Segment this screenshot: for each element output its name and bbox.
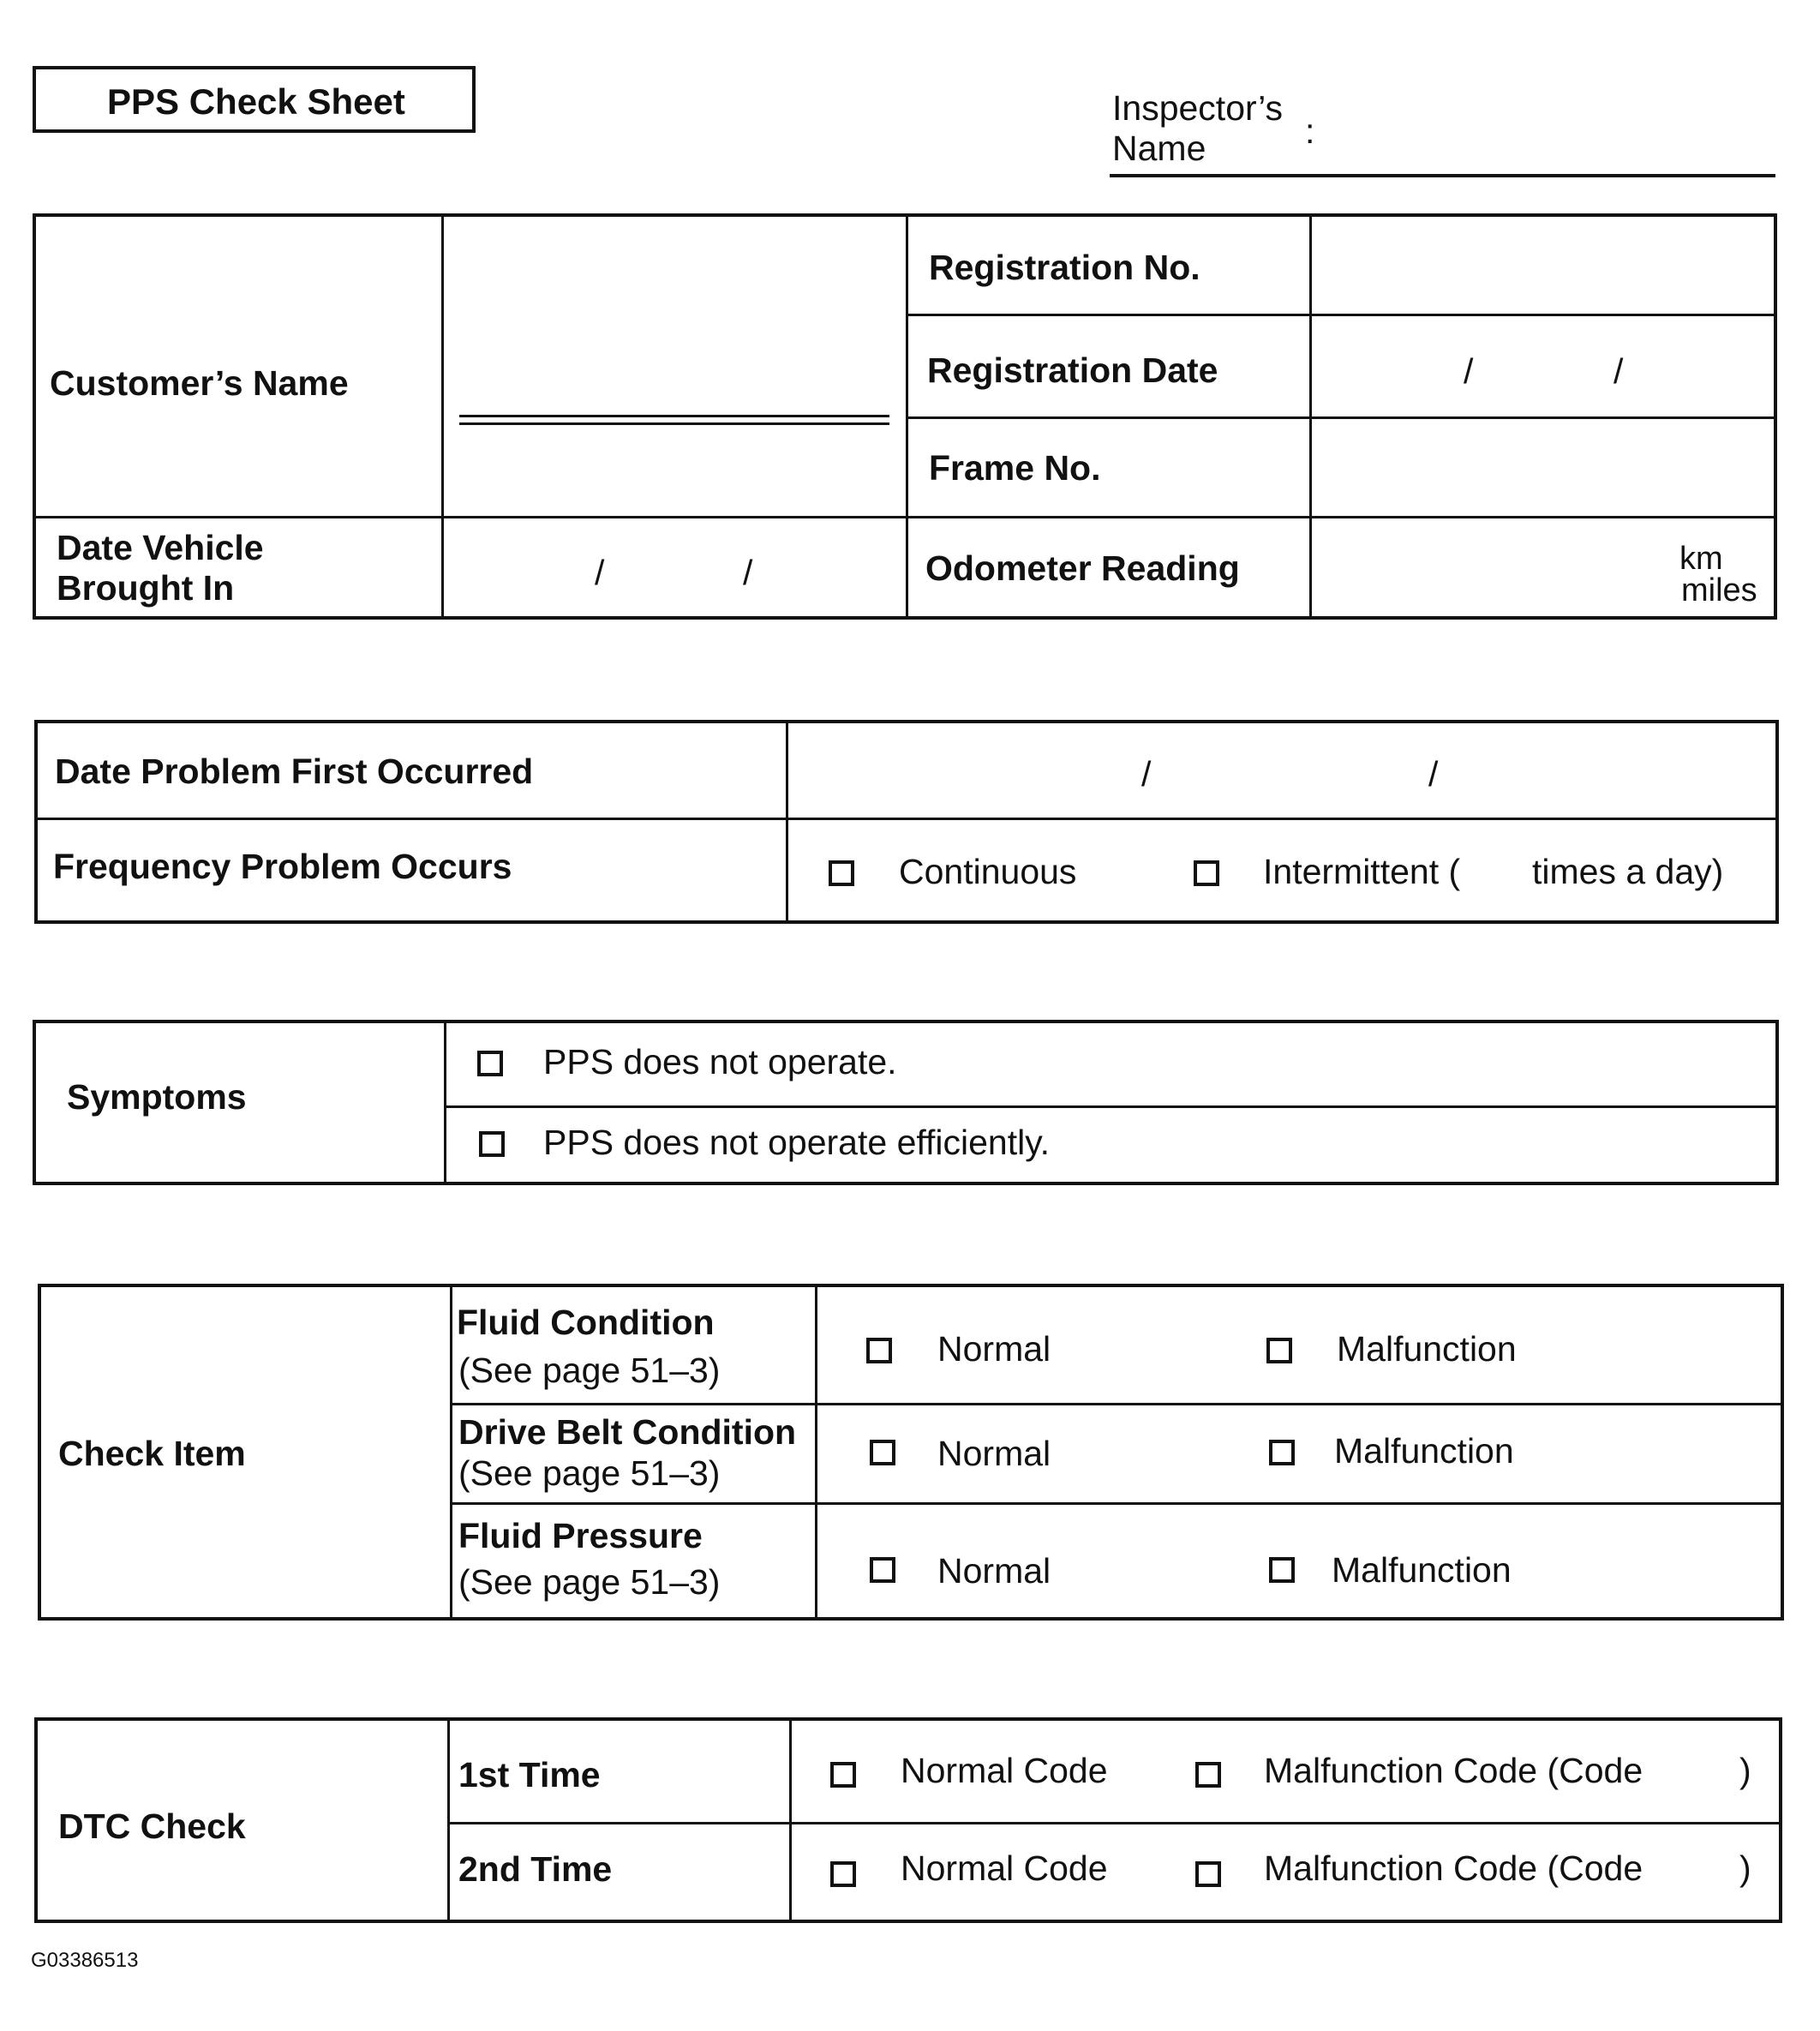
divider [906,314,1777,316]
normal-code-label: Normal Code [901,1751,1108,1790]
customer-name-field-underline [459,422,889,425]
normal-code-checkbox[interactable] [830,1861,856,1887]
dtc-check-table [34,1717,1782,1923]
frame-no-label: Frame No. [929,448,1101,488]
date-brought-label-line2: Brought In [57,568,235,608]
check-item-table [38,1284,1784,1621]
figure-id: G03386513 [31,1949,139,1972]
unit-miles: miles [1681,572,1757,608]
divider [789,1717,792,1923]
dtc-check-label: DTC Check [58,1806,246,1846]
inspector-label-line1: Inspector’s [1112,88,1284,128]
divider [33,516,1777,518]
divider [450,1284,452,1621]
divider [786,720,788,924]
dtc-time-label: 2nd Time [458,1849,613,1889]
malfunction-code-checkbox[interactable] [1195,1861,1221,1887]
malfunction-label: Malfunction [1337,1329,1517,1369]
times-a-day-label: times a day) [1532,852,1724,891]
date-separator: / [1428,754,1439,794]
inspector-label-line2: Name [1112,129,1206,168]
malfunction-checkbox[interactable] [1266,1338,1292,1363]
normal-code-checkbox[interactable] [830,1762,856,1788]
check-row-ref: (See page 51–3) [458,1351,721,1390]
malfunction-label: Malfunction [1334,1431,1514,1471]
divider [450,1403,1784,1405]
date-separator: / [1141,754,1152,794]
check-row-ref: (See page 51–3) [458,1453,721,1493]
check-row-name: Fluid Condition [457,1303,715,1342]
date-separator: / [1613,351,1624,391]
continuous-checkbox[interactable] [829,860,854,886]
divider [815,1284,817,1621]
problem-table [34,720,1779,924]
malfunction-label: Malfunction [1332,1550,1512,1590]
check-row-name: Drive Belt Condition [458,1412,797,1452]
dtc-time-label: 1st Time [458,1755,601,1794]
continuous-label: Continuous [899,852,1077,891]
page-title: PPS Check Sheet [107,81,405,122]
check-row-name: Fluid Pressure [458,1516,703,1555]
divider [447,1717,450,1923]
date-separator: / [743,553,753,592]
odometer-label: Odometer Reading [925,548,1240,588]
malfunction-checkbox[interactable] [1269,1440,1295,1465]
date-separator: / [1464,351,1474,391]
normal-label: Normal [937,1551,1051,1591]
malfunction-code-label: Malfunction Code (Code [1264,1751,1643,1790]
symptom-2-checkbox[interactable] [479,1131,505,1157]
symptom-2-label: PPS does not operate efficiently. [543,1123,1051,1162]
symptoms-label: Symptoms [67,1077,247,1117]
check-item-label: Check Item [58,1434,246,1473]
symptom-1-checkbox[interactable] [477,1051,503,1076]
inspector-colon: : [1305,111,1315,151]
normal-code-label: Normal Code [901,1848,1108,1888]
normal-label: Normal [937,1434,1051,1473]
divider [447,1822,1782,1824]
malfunction-checkbox[interactable] [1269,1557,1295,1583]
date-first-occurred-label: Date Problem First Occurred [55,752,534,791]
customer-name-field[interactable] [459,415,889,417]
date-brought-label-line1: Date Vehicle [57,528,264,567]
normal-checkbox[interactable] [870,1440,895,1465]
divider [444,1020,446,1185]
check-row-ref: (See page 51–3) [458,1562,721,1602]
divider [450,1502,1784,1505]
code-close-paren: ) [1739,1751,1751,1790]
inspector-name-field[interactable] [1110,174,1775,177]
divider [34,818,1779,820]
normal-checkbox[interactable] [866,1338,892,1363]
customer-name-label: Customer’s Name [50,363,349,403]
date-separator: / [595,553,605,592]
intermittent-label: Intermittent ( [1263,852,1461,891]
divider [441,213,444,620]
normal-checkbox[interactable] [870,1557,895,1583]
intermittent-checkbox[interactable] [1194,860,1219,886]
registration-no-label: Registration No. [929,248,1200,287]
malfunction-code-checkbox[interactable] [1195,1762,1221,1788]
unit-km: km [1679,541,1723,577]
code-close-paren: ) [1739,1848,1751,1888]
normal-label: Normal [937,1329,1051,1369]
divider [444,1105,1779,1108]
divider [906,416,1777,419]
symptom-1-label: PPS does not operate. [543,1042,897,1081]
frequency-label: Frequency Problem Occurs [53,847,512,886]
malfunction-code-label: Malfunction Code (Code [1264,1848,1643,1888]
registration-date-label: Registration Date [927,350,1218,390]
